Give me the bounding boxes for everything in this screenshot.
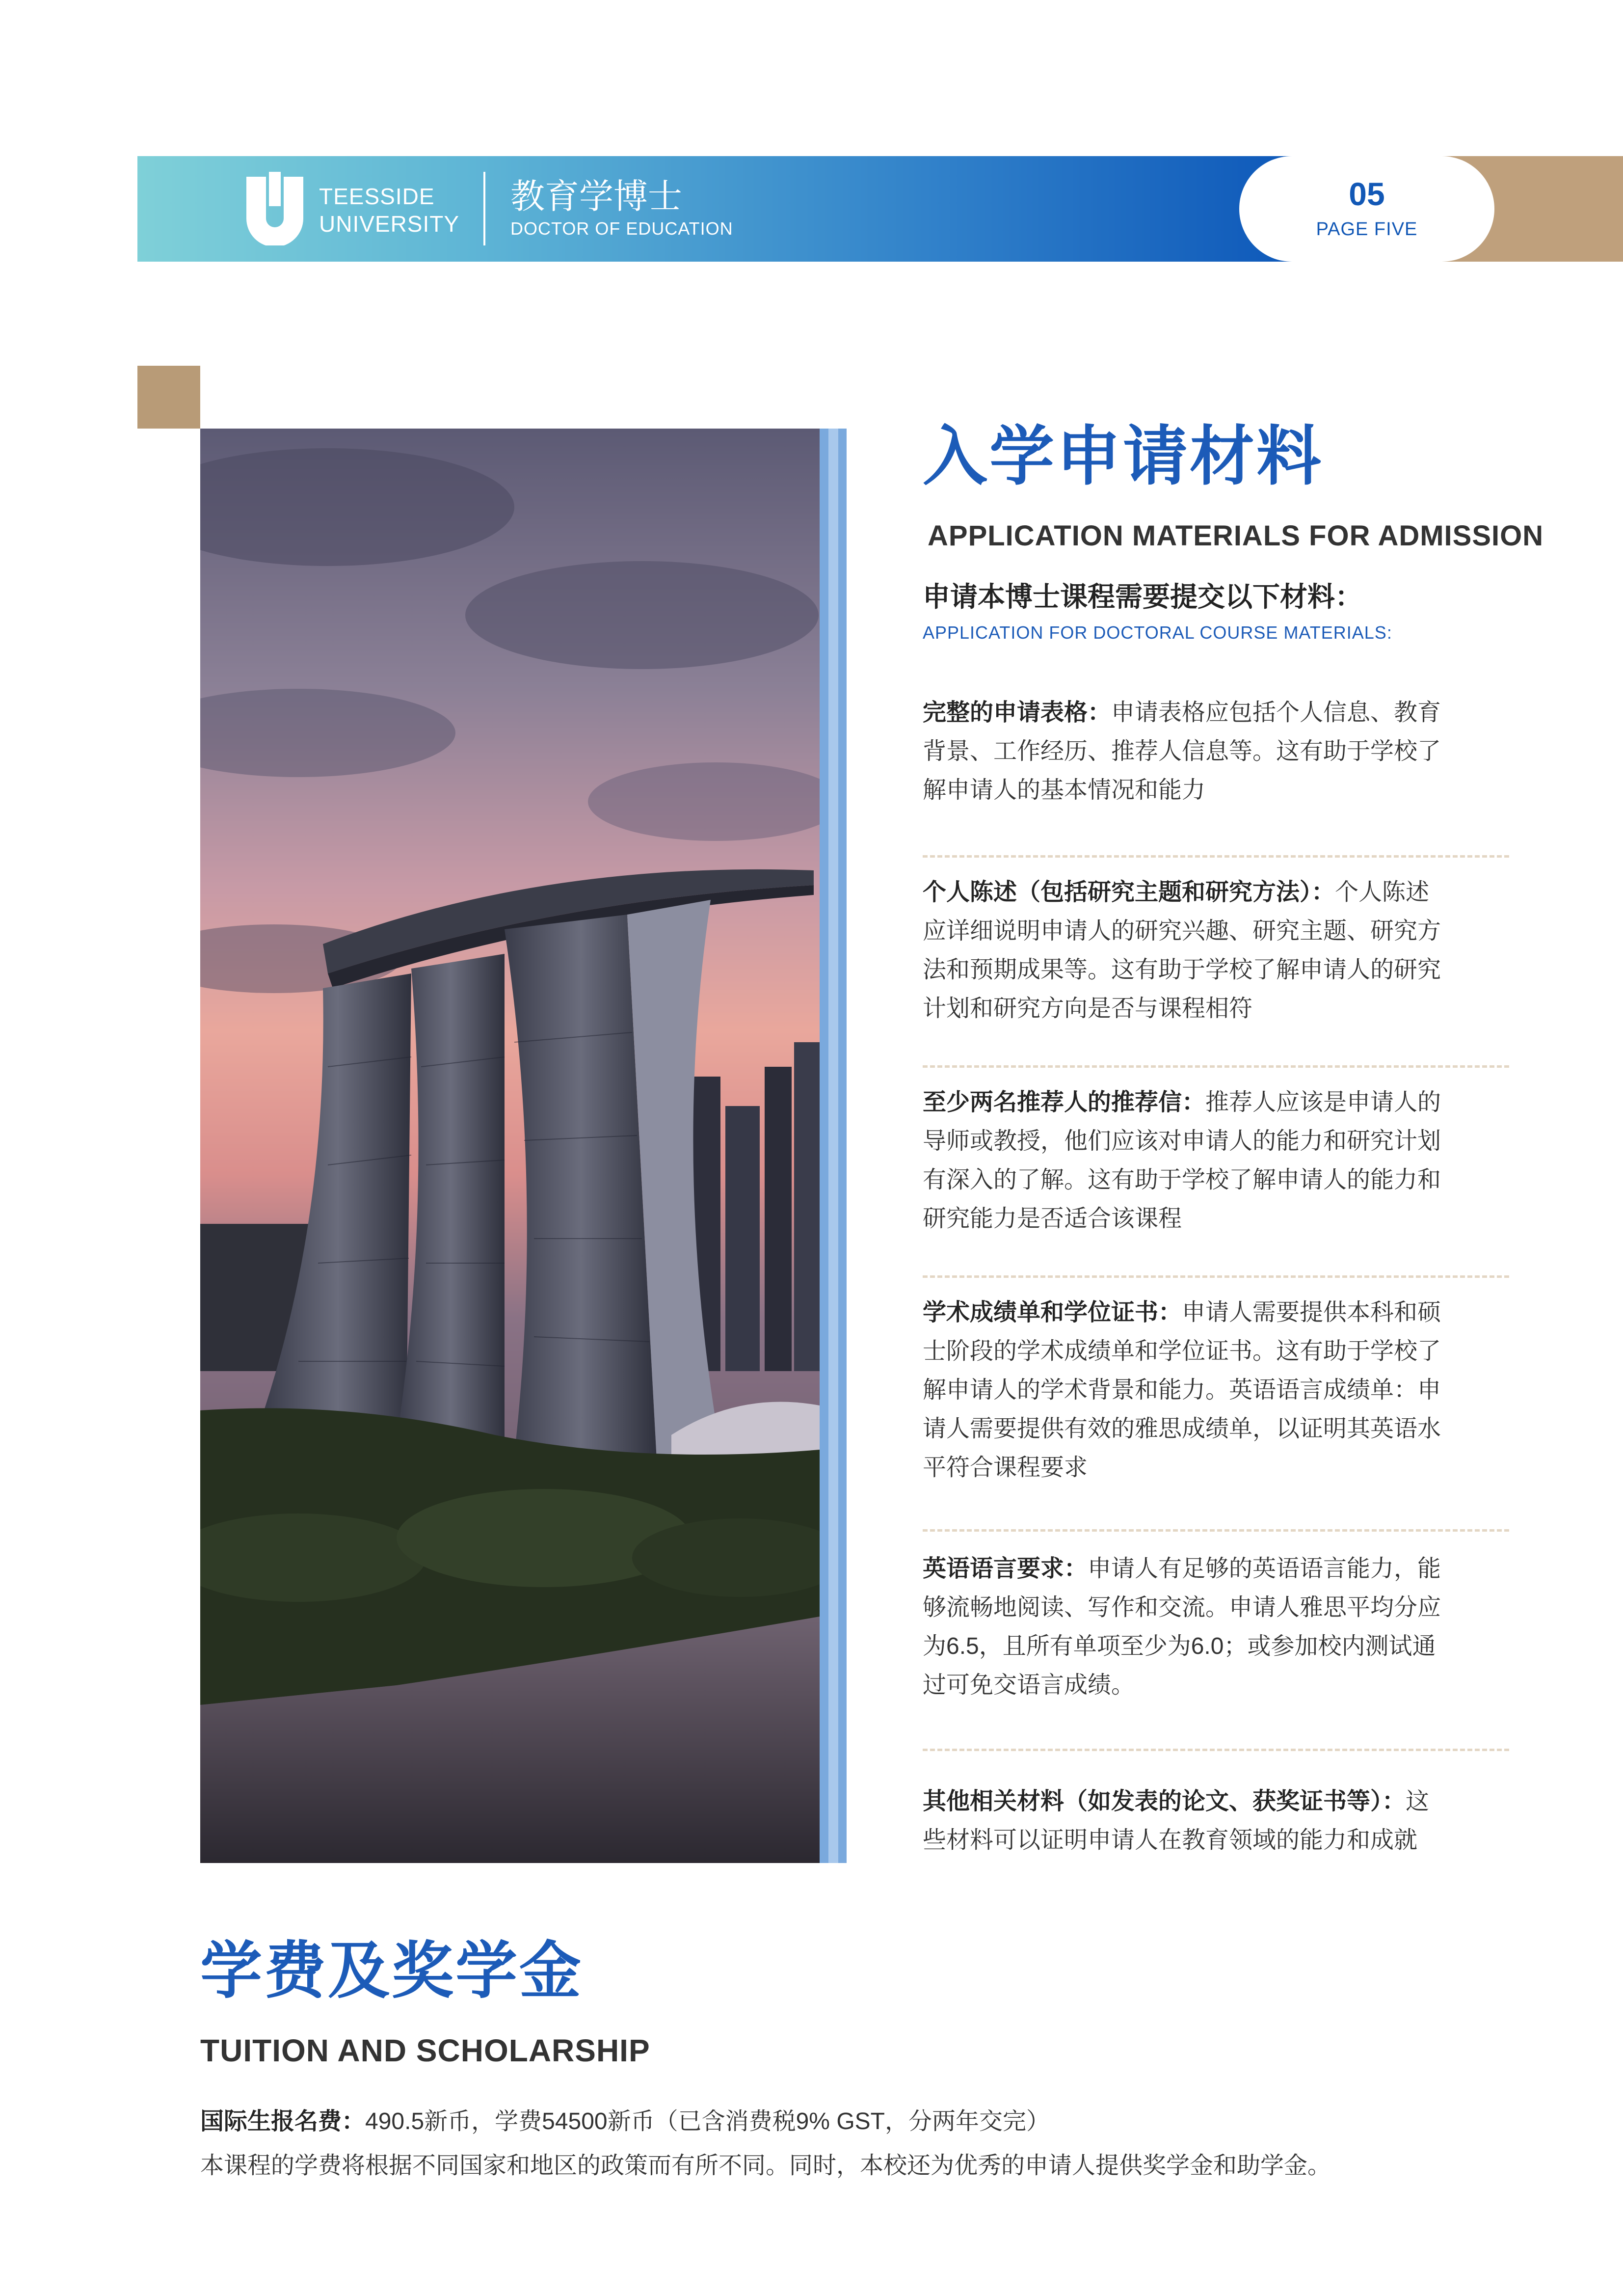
material-item-text: 士阶段的学术成绩单和学位证书。这有助于学校了: [923, 1338, 1441, 1364]
material-item-text: 这: [1406, 1788, 1430, 1814]
material-item-text: 够流畅地阅读、写作和交流。申请人雅思平均分应: [923, 1594, 1441, 1621]
page-label: PAGE FIVE: [1316, 219, 1418, 240]
tuition-title-en: TUITION AND SCHOLARSHIP: [200, 2033, 650, 2068]
material-item-english-requirement: [923, 1549, 1512, 1704]
material-item-text: 解申请人的学术背景和能力。英语语言成绩单：申: [923, 1377, 1441, 1403]
university-logo-icon: [241, 172, 308, 245]
item-divider: [923, 1275, 1509, 1278]
material-item-text: 计划和研究方向是否与课程相符: [923, 996, 1253, 1022]
materials-title-cn: 入学申请材料: [923, 420, 1323, 492]
decorative-strip-inner: [828, 429, 838, 1863]
item-divider: [923, 1065, 1509, 1068]
material-item-label: 个人陈述（包括研究主题和研究方法）：: [923, 879, 1335, 905]
materials-intro-en: APPLICATION FOR DOCTORAL COURSE MATERIALS:: [923, 622, 1392, 643]
material-item-text: 推荐人应该是申请人的: [1205, 1089, 1441, 1115]
material-item-text: 申请人需要提供本科和硕: [1182, 1299, 1441, 1325]
material-item-text: 有深入的了解。这有助于学校了解申请人的能力和: [923, 1167, 1441, 1193]
material-item-other-materials: [923, 1782, 1512, 1860]
item-divider: [923, 855, 1509, 858]
tuition-title-cn: 学费及奖学金: [200, 1936, 583, 2005]
material-item-text: 为6.5，且所有单项至少为6.0；或参加校内测试通: [923, 1633, 1436, 1659]
university-name-line2: UNIVERSITY: [319, 211, 460, 237]
fee-line: [200, 2102, 1050, 2136]
material-item-text: 申请表格应包括个人信息、教育: [1111, 700, 1441, 726]
material-item-text: 研究能力是否适合该课程: [923, 1206, 1182, 1232]
item-divider: [923, 1749, 1509, 1751]
material-item-text: 法和预期成果等。这有助于学校了解申请人的研究: [923, 957, 1441, 983]
material-item-label: 英语语言要求：: [923, 1556, 1088, 1582]
material-item-label: 其他相关材料（如发表的论文、获奖证书等）：: [923, 1788, 1406, 1814]
program-title-cn: 教育学博士: [510, 177, 682, 216]
fee-text: 490.5新币，学费54500新币（已含消费税9% GST，分两年交完）: [365, 2108, 1050, 2134]
material-item-recommendation-letters: [923, 1083, 1512, 1238]
material-item-text: 解申请人的基本情况和能力: [923, 777, 1206, 803]
header-divider: [483, 172, 485, 245]
policy-text: 本课程的学费将根据不同国家和地区的政策而有所不同。同时，本校还为优秀的申请人提供奖学金和助学金。: [200, 2153, 1331, 2179]
decorative-square: [137, 366, 200, 429]
city-skyline-image: [200, 429, 820, 1863]
item-divider: [923, 1529, 1509, 1532]
material-item-text: 申请人有足够的英语语言能力，能: [1088, 1556, 1441, 1582]
materials-title-en: APPLICATION MATERIALS FOR ADMISSION: [928, 520, 1544, 552]
material-item-label: 完整的申请表格：: [923, 700, 1112, 726]
program-title-en: DOCTOR OF EDUCATION: [510, 218, 733, 239]
city-photo: [200, 429, 820, 1863]
material-item-text: 背景、工作经历、推荐人信息等。这有助于学校了: [923, 738, 1441, 764]
material-item-text: 请人需要提供有效的雅思成绩单，以证明其英语水: [923, 1416, 1441, 1442]
material-item-transcripts: [923, 1293, 1512, 1487]
material-item-text: 导师或教授，他们应该对申请人的能力和研究计划: [923, 1128, 1441, 1154]
material-item-application-form: [923, 693, 1512, 810]
material-item-text: 些材料可以证明申请人在教育领域的能力和成就: [923, 1827, 1418, 1853]
university-name-line1: TEESSIDE: [319, 184, 435, 209]
university-name: [319, 183, 459, 238]
material-item-text: 个人陈述: [1335, 879, 1430, 905]
material-item-personal-statement: [923, 873, 1512, 1028]
material-item-text: 平符合课程要求: [923, 1455, 1088, 1481]
material-item-label: 至少两名推荐人的推荐信：: [923, 1089, 1206, 1115]
page-indicator: [1239, 156, 1494, 262]
fee-label: 国际生报名费：: [200, 2108, 366, 2134]
material-item-text: 过可免交语言成绩。: [923, 1672, 1135, 1698]
material-item-label: 学术成绩单和学位证书：: [923, 1299, 1182, 1325]
material-item-text: 应详细说明申请人的研究兴趣、研究主题、研究方: [923, 918, 1441, 944]
materials-intro-cn: 申请本博士课程需要提交以下材料：: [923, 581, 1362, 612]
page-number: 05: [1349, 176, 1385, 212]
